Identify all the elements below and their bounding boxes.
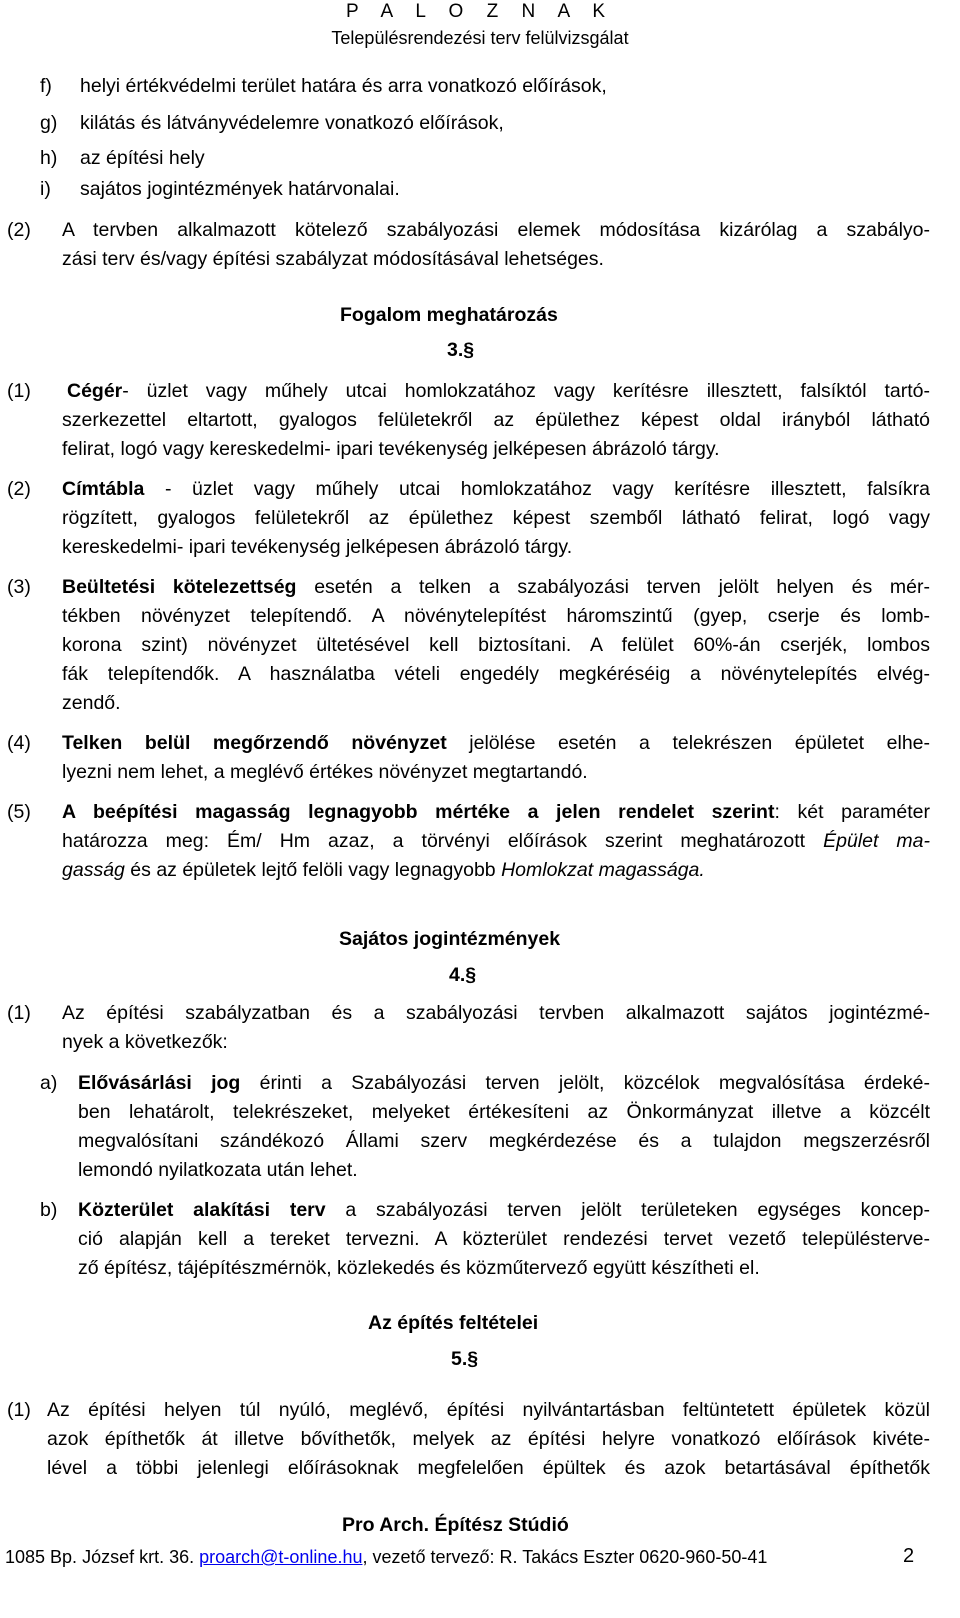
paragraph-line: korona szint) növényzet ültetésével kell biztosítani. A felület 60%-án cserjék, lombos — [62, 634, 930, 656]
paragraph-number: (2) — [7, 219, 31, 241]
paragraph-number: (4) — [7, 732, 31, 754]
section-number: 4.§ — [449, 964, 477, 986]
paragraph-line: tékben növényzet telepítendő. A növénytelepítést háromszintű (gyep, cserje és lomb- — [62, 605, 930, 627]
term: Cégér — [67, 380, 123, 402]
paragraph-line: ző építész, tájépítészmérnök, közlekedés és közműtervező együtt készítheti el. — [78, 1257, 760, 1279]
paragraph-line: lyezni nem lehet, a meglévő értékes növényzet megtartandó. — [62, 761, 588, 783]
paragraph-line: Beültetési kötelezettség esetén a telken a szabályozási terven jelölt helyen és mér- — [62, 576, 931, 598]
list-marker: g) — [40, 112, 58, 134]
paragraph-line: rögzített, gyalogos felületekről az épülethez képest szemből látható felirat, logó vagy — [62, 507, 930, 529]
paragraph-line: határozza meg: Ém/ Hm azaz, a törvényi előírások szerint meghatározott Épület ma- — [62, 830, 931, 852]
section-heading: Sajátos jogintézmények — [339, 928, 561, 950]
list-marker: f) — [40, 75, 52, 97]
footer-studio: Pro Arch. Építész Stúdió — [342, 1514, 569, 1536]
section-heading: Az építés feltételei — [368, 1312, 539, 1334]
paragraph-line: Az építési helyen túl nyúló, meglévő, építési nyilvántartásban feltüntetett épületek közül — [47, 1399, 930, 1421]
list-item: az építési hely — [80, 147, 205, 169]
paragraph-number: (1) — [7, 380, 31, 402]
section-heading: Fogalom meghatározás — [340, 304, 558, 326]
term: Telken belül megőrzendő növényzet — [62, 732, 447, 754]
list-item: sajátos jogintézmények határvonalai. — [80, 178, 400, 200]
paragraph-line: ben lehatárolt, telekrészeket, melyeket értékesíteni az Önkormányzat illetve a közcélt — [78, 1101, 930, 1123]
paragraph-line: A tervben alkalmazott kötelező szabályozási elemek módosítása kizárólag a szabályo- — [62, 219, 930, 241]
paragraph-number: (1) — [7, 1399, 31, 1421]
paragraph-number: (1) — [7, 1002, 31, 1024]
term: Címtábla — [62, 478, 145, 500]
list-marker: h) — [40, 147, 58, 169]
footer-contact: 1085 Bp. József krt. 36. proarch@t-online.hu, vezető tervező: R. Takács Eszter 0620-960-50-41 — [5, 1547, 768, 1567]
paragraph-line: Elővásárlási jog érinti a Szabályozási terven jelölt, közcélok megvalósítása érdeké- — [78, 1072, 930, 1094]
paragraph-line: Az építési szabályzatban és a szabályozási tervben alkalmazott sajátos jogintézmé- — [62, 1002, 930, 1024]
paragraph-line: kereskedelmi- ipari tevékenység jelképesen ábrázoló tárgy. — [62, 536, 573, 558]
list-item: kilátás és látványvédelemre vonatkozó előírások, — [80, 112, 504, 134]
paragraph-number: (2) — [7, 478, 31, 500]
paragraph-line: nyek a következők: — [62, 1031, 228, 1053]
header-title: P A L O Z N A K — [345, 1, 615, 22]
paragraph-line: felirat, logó vagy kereskedelmi- ipari tevékenység jelképesen ábrázoló tárgy. — [62, 438, 720, 460]
paragraph-line: A beépítési magasság legnagyobb mértéke a jelen rendelet szerint: két paraméter — [62, 801, 930, 823]
page-number: 2 — [903, 1545, 915, 1567]
paragraph-number: (3) — [7, 576, 31, 598]
paragraph-line: ció alapján kell a tereket tervezni. A közterület rendezési tervet vezető településterve- — [78, 1228, 930, 1250]
list-marker: a) — [40, 1072, 58, 1094]
list-item: helyi értékvédelmi terület határa és arra vonatkozó előírások, — [80, 75, 607, 97]
term: Beültetési kötelezettség — [62, 576, 297, 598]
term: A beépítési magasság legnagyobb mértéke a jelen rendelet szerint — [62, 801, 775, 823]
paragraph-line: Cégér- üzlet vagy műhely utcai homlokzatához vagy kerítésre illesztett, falsíktól tartó- — [67, 380, 930, 402]
paragraph-line: zendő. — [62, 692, 121, 714]
italic-term: Épület ma- — [823, 830, 931, 852]
paragraph-line: Telken belül megőrzendő növényzet jelölése esetén a telekrészen épületet elhe- — [62, 732, 930, 754]
paragraph-line: lével a többi jelenlegi előírásoknak megfelelően épültek és azok betartásával építhetők — [47, 1457, 930, 1479]
paragraph-line: fák telepítendők. A használatba vételi engedély megkéréséig a növénytelepítés elvég- — [62, 663, 930, 685]
list-marker: i) — [40, 178, 51, 200]
list-marker: b) — [40, 1199, 58, 1221]
term: Elővásárlási jog — [78, 1072, 241, 1094]
term: Közterület alakítási terv — [78, 1199, 326, 1221]
paragraph-line: Közterület alakítási terv a szabályozási terven jelölt területeken egységes koncep- — [78, 1199, 930, 1221]
footer-email-link[interactable]: proarch@t-online.hu — [199, 1547, 363, 1567]
paragraph-line: azok építhetők át illetve bővíthetők, melyek az építési helyre vonatkozó előírások kivéte- — [47, 1428, 930, 1450]
paragraph-line: gasság és az épületek lejtő felöli vagy legnagyobb Homlokzat magassága. — [62, 859, 705, 881]
italic-term: Homlokzat magassága. — [501, 859, 705, 881]
section-number: 3.§ — [447, 339, 475, 361]
section-number: 5.§ — [451, 1348, 479, 1370]
paragraph-line: Címtábla - üzlet vagy műhely utcai homlokzatához vagy kerítésre illesztett, falsíkra — [62, 478, 930, 500]
paragraph-line: lemondó nyilatkozata után lehet. — [78, 1159, 358, 1181]
header-subtitle: Településrendezési terv felülvizsgálat — [331, 28, 629, 48]
paragraph-line: szerkezettel eltartott, gyalogos felületekről az épülethez képest oldal irányból látható — [62, 409, 930, 431]
paragraph-line: zási terv és/vagy építési szabályzat módosításával lehetséges. — [62, 248, 604, 270]
paragraph-number: (5) — [7, 801, 31, 823]
paragraph-line: megvalósítani szándékozó Állami szerv megkérdezése és a tulajdon megszerzésről — [78, 1130, 930, 1152]
